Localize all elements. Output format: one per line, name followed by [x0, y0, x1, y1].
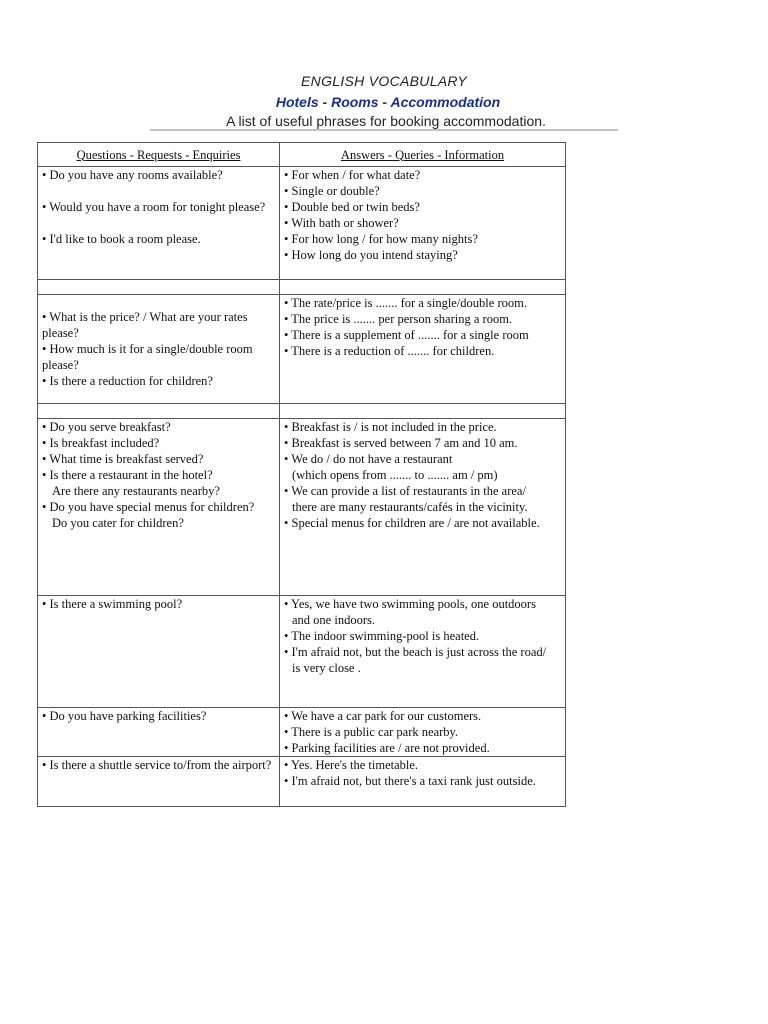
questions-cell	[38, 167, 280, 280]
answer-line: • There is a supplement of ....... for a single room	[284, 328, 529, 342]
answer-line: • Yes, we have two swimming pools, one outdoors	[284, 597, 536, 611]
table-row-breakfast	[38, 419, 566, 596]
answer-line: • Single or double?	[284, 184, 380, 198]
answer-line: • We do / do not have a restaurant	[284, 452, 453, 466]
answers-column-header: Answers - Queries - Information	[280, 143, 566, 167]
answer-line: • The rate/price is ....... for a single/double room.	[284, 296, 527, 310]
answer-line: • Parking facilities are / are not provided.	[284, 741, 490, 755]
answer-line: there are many restaurants/cafés in the vicinity.	[292, 500, 528, 514]
question-line: Are there any restaurants nearby?	[52, 484, 220, 498]
answer-line: • I'm afraid not, but there's a taxi rank just outside.	[284, 774, 536, 788]
questions-cell	[38, 295, 280, 404]
table-spacer-row	[38, 404, 566, 419]
answers-cell	[280, 708, 566, 757]
answer-line: (which opens from ....... to ....... am / pm)	[292, 468, 498, 482]
answer-line: • We can provide a list of restaurants in the area/	[284, 484, 526, 498]
question-line: • Is breakfast included?	[42, 436, 160, 450]
title-divider	[150, 129, 618, 131]
answers-cell	[280, 757, 566, 807]
table-row-rooms	[38, 167, 566, 280]
document-subtitle: A list of useful phrases for booking accommodation.	[226, 113, 546, 129]
answer-line: • Double bed or twin beds?	[284, 200, 420, 214]
question-line: • What time is breakfast served?	[42, 452, 204, 466]
answer-line: • With bath or shower?	[284, 216, 399, 230]
questions-column-header: Questions - Requests - Enquiries	[38, 143, 280, 167]
answer-line: • The price is ....... per person sharing a room.	[284, 312, 513, 326]
question-line: • Is there a shuttle service to/from the airport?	[42, 758, 272, 772]
questions-cell	[38, 708, 280, 757]
answer-line: • How long do you intend staying?	[284, 248, 458, 262]
answer-line: is very close .	[292, 661, 361, 675]
answer-line: • There is a public car park nearby.	[284, 725, 459, 739]
answers-cell	[280, 596, 566, 708]
question-line: Do you cater for children?	[52, 516, 184, 530]
document-heading: ENGLISH VOCABULARY	[301, 73, 467, 89]
question-line: • Would you have a room for tonight please?	[42, 200, 266, 214]
question-line: • Is there a reduction for children?	[42, 374, 213, 388]
answer-line: • There is a reduction of ....... for children.	[284, 344, 495, 358]
answer-line: • For how long / for how many nights?	[284, 232, 478, 246]
document-title: Hotels - Rooms - Accommodation	[275, 94, 501, 110]
table-row-shuttle	[38, 757, 566, 807]
answer-line: • The indoor swimming-pool is heated.	[284, 629, 480, 643]
answer-line: • Yes. Here's the timetable.	[284, 758, 419, 772]
table-spacer-row	[38, 280, 566, 295]
question-line: • Do you have any rooms available?	[42, 168, 223, 182]
answer-line: • For when / for what date?	[284, 168, 421, 182]
answer-line: • Breakfast is / is not included in the price.	[284, 420, 497, 434]
answers-cell	[280, 419, 566, 596]
answer-line: and one indoors.	[292, 613, 375, 627]
table-row-parking	[38, 708, 566, 757]
question-line: • What is the price? / What are your rates please?	[42, 310, 248, 340]
answer-line: • I'm afraid not, but the beach is just across the road/	[284, 645, 547, 659]
answer-line: • Special menus for children are / are not available.	[284, 516, 540, 530]
question-line: • How much is it for a single/double room please?	[42, 342, 253, 372]
questions-cell	[38, 419, 280, 596]
answer-line: • We have a car park for our customers.	[284, 709, 482, 723]
question-line: • Is there a swimming pool?	[42, 597, 183, 611]
table-header-row	[38, 143, 566, 167]
questions-cell	[38, 757, 280, 807]
answer-line: • Breakfast is served between 7 am and 10 am.	[284, 436, 518, 450]
question-line: • Is there a restaurant in the hotel?	[42, 468, 213, 482]
table-row-pool	[38, 596, 566, 708]
answers-cell	[280, 167, 566, 280]
question-line: • Do you have special menus for children?	[42, 500, 255, 514]
question-line: • I'd like to book a room please.	[42, 232, 201, 246]
table-row-price	[38, 295, 566, 404]
phrase-table	[37, 142, 566, 807]
question-line: • Do you serve breakfast?	[42, 420, 171, 434]
questions-cell	[38, 596, 280, 708]
question-line: • Do you have parking facilities?	[42, 709, 207, 723]
answers-cell	[280, 295, 566, 404]
